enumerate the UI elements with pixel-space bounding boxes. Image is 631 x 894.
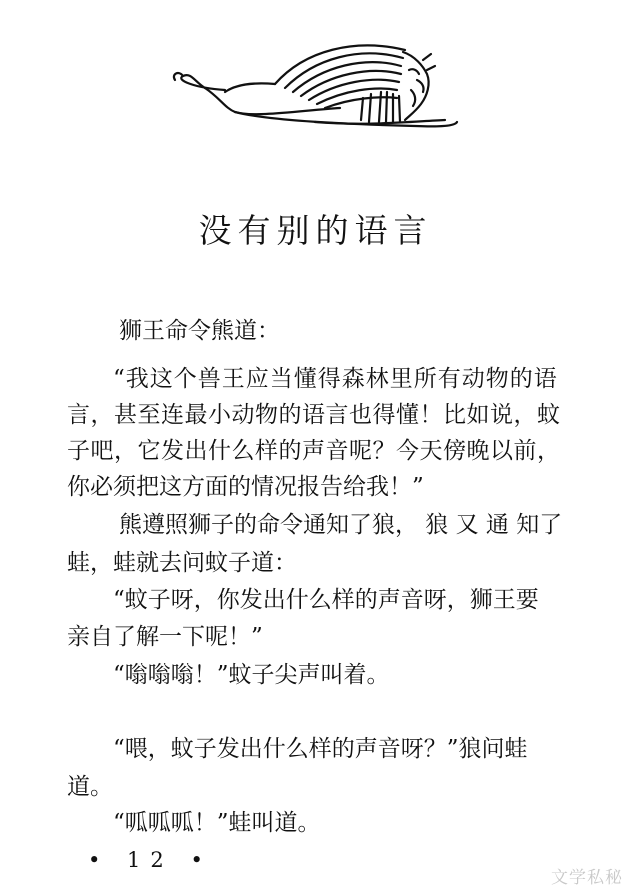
paragraph-line: 言，甚至连最小动物的语言也得懂！比如说，蚊 xyxy=(67,402,561,428)
watermark: 文学私秘 xyxy=(551,868,623,888)
paragraph-line: “呱呱呱！”蛙叫道。 xyxy=(113,810,321,836)
paragraph-line: “嗡嗡嗡！”蚊子尖声叫着。 xyxy=(113,662,390,688)
paragraph-line: 亲自了解一下呢！” xyxy=(67,624,263,650)
paragraph-line: “喂，蚊子发出什么样的声音呀？”狼问蛙 xyxy=(113,736,528,762)
paragraph-line: “蚊子呀，你发出什么样的声音呀，狮王要 xyxy=(113,587,539,613)
paragraph-line: 道。 xyxy=(67,774,113,800)
page-number: • 12 • xyxy=(88,848,213,872)
paragraph-line: 熊遵照狮子的命令通知了狼， 狼 又 通 知了 xyxy=(119,512,563,538)
page-title: 没有别的语言 xyxy=(198,211,433,250)
paragraph-line: 蛙，蛙就去问蚊子道： xyxy=(67,550,297,576)
paragraph-line: “我这个兽王应当懂得森林里所有动物的语 xyxy=(113,366,558,392)
paragraph-line: 子吧，它发出什么样的声音呢？今天傍晚以前， xyxy=(67,438,561,464)
paragraph-line: 你必须把这方面的情况报告给我！” xyxy=(67,474,424,500)
paragraph-line: 狮王命令熊道： xyxy=(119,318,280,344)
lion-icon xyxy=(165,30,465,140)
